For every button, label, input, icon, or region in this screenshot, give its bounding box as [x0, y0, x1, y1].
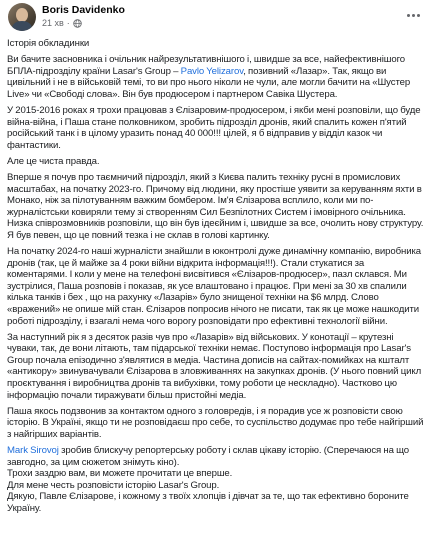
intro-text: Ви бачите засновника і очільник найрезультативнішого і, швидше за все, найефективнішого БПЛА-підрозділу країни Lasar's Group – [7, 54, 406, 77]
mark-text: зробив блискучу репортерську роботу і склав цікаву історію. (Сперечаюся на що завгодно, за цим сюжетом знімуть кіно). [7, 445, 410, 468]
globe-icon [73, 19, 82, 28]
paragraph-thanks: Дякую, Павле Єлізарове, і кожному з твоїх хлопців і дівчат за те, що так ефективно бороните Україну. [7, 491, 409, 514]
post-header [8, 3, 423, 33]
paragraph-intro [7, 54, 424, 100]
paragraph-2024: На початку 2024-го наші журналісти знайшли в юконтролі дуже динамічну компанію, виробника дронів (так, це й майже за 4 роки війни відкрита інформація!!!). Стали стукатися за коментарями. І коли у мене на телефоні висвітився «Єлізаров-продюсер», пазл склався. Ми зустрілися, Паша розповів і показав, як усе влаштовано і працює. При мені за 30 хв спалили кілька танків і бех , що на рахунку «Лазарів» було знищеної техніки на $6 млрд. Слово «вражений» не опише мій стан. Єлізаров попросив нічого не писати, так як це може нашкодити роботі підрозділу, і взагалі нема чого ворогу розповідати про ефективні технології війни. [7, 246, 422, 327]
profile-link-pavlo[interactable]: Pavlo Yelizarov [180, 65, 244, 77]
profile-link-mark[interactable]: Mark Sirovoj [7, 445, 59, 456]
paragraph-2023: Вперше я почув про таємничий підрозділ, який з Києва палить техніку русні в промислових масштабах, на початку 2023-го. Причому від людини, яку простіше уявити за керуванням яхти в Монако, ніж за пілотуванням важким бомбером. Ім'я Єлізарова всплило, коли ми по-журналістськи ковиряли тему зі створенням Сил Безпілотних Систем і імовірного очільника. Низка співрозмовників розповіли, що він був ідеєйним і, швидше за все, очолить нову структуру. Я був певен, що це повний тезка і не склав в голові картинку. [7, 171, 424, 241]
paragraph-truth: Але це чиста правда. [7, 155, 100, 167]
paragraph-title: Історія обкладинки [7, 38, 90, 49]
avatar-body [12, 21, 32, 31]
paragraph-next-year: За наступний рік я з десяток разів чув про «Лазарів» від військових. У конотації – крутезні чуваки, так, де вони літають, там підарської техніки немає. Поступово інформація про Lasar's Group почала епізодично з'являтися в медіа. Частина дописів на сайтах-помийках на кшталт «антикору» звинувачували Єлізарова в зловживаннях на закупках дронів. (У нього повний цикл проєктування і виробництва дронів та вибухівки, тому роботи це нескладно). Частково цю інформацію почали тиражувати більш пристойні медіа. [7, 331, 422, 401]
paragraph-mark [7, 445, 424, 468]
intro-text-rest: , позивний «Лазар». Так, якщо ви цивільний і не в військовій темі, то ви про нього ніколи не чули, але могли бачити на «Шустер Live» чи «Свободі слова». Він був продюсером і партнером Савіка Шустера. [7, 65, 411, 100]
author-name[interactable]: Boris Davidenko [42, 4, 125, 16]
paragraph-2015: У 2015-2016 роках я трохи працював з Єлізаровим-продюсером, і якби мені розповіли, що буде війна-війна, і Паша стане полковником, зробить підрозділ дронів, який спалить кожен п'ятий російський танк і в цілому уразить понад 40 000!!! цілей, я б відправив у відділ казок чи фантастики. [7, 104, 421, 151]
paragraph-envy: Трохи заздрю вам, ви можете прочитати це вперше. [7, 468, 233, 480]
post-meta [42, 18, 82, 28]
post-time[interactable]: 21 хв [42, 18, 64, 28]
avatar[interactable] [8, 3, 36, 31]
meta-separator: · [66, 18, 70, 28]
post-content [7, 38, 424, 519]
avatar-face [16, 8, 28, 22]
more-options-icon[interactable] [403, 7, 423, 23]
paragraph-call: Паша якось подзвонив за контактом одного з головредів, і я порадив усе ж розповісти свою історію. В Україні, якщо ти не розповідаєш про себе, то суспільство додумає про тебе найгірший з найгірших варіантів. [7, 405, 424, 440]
paragraph-honor: Для мене честь розповісти історію Lasar's Group. [7, 479, 220, 491]
